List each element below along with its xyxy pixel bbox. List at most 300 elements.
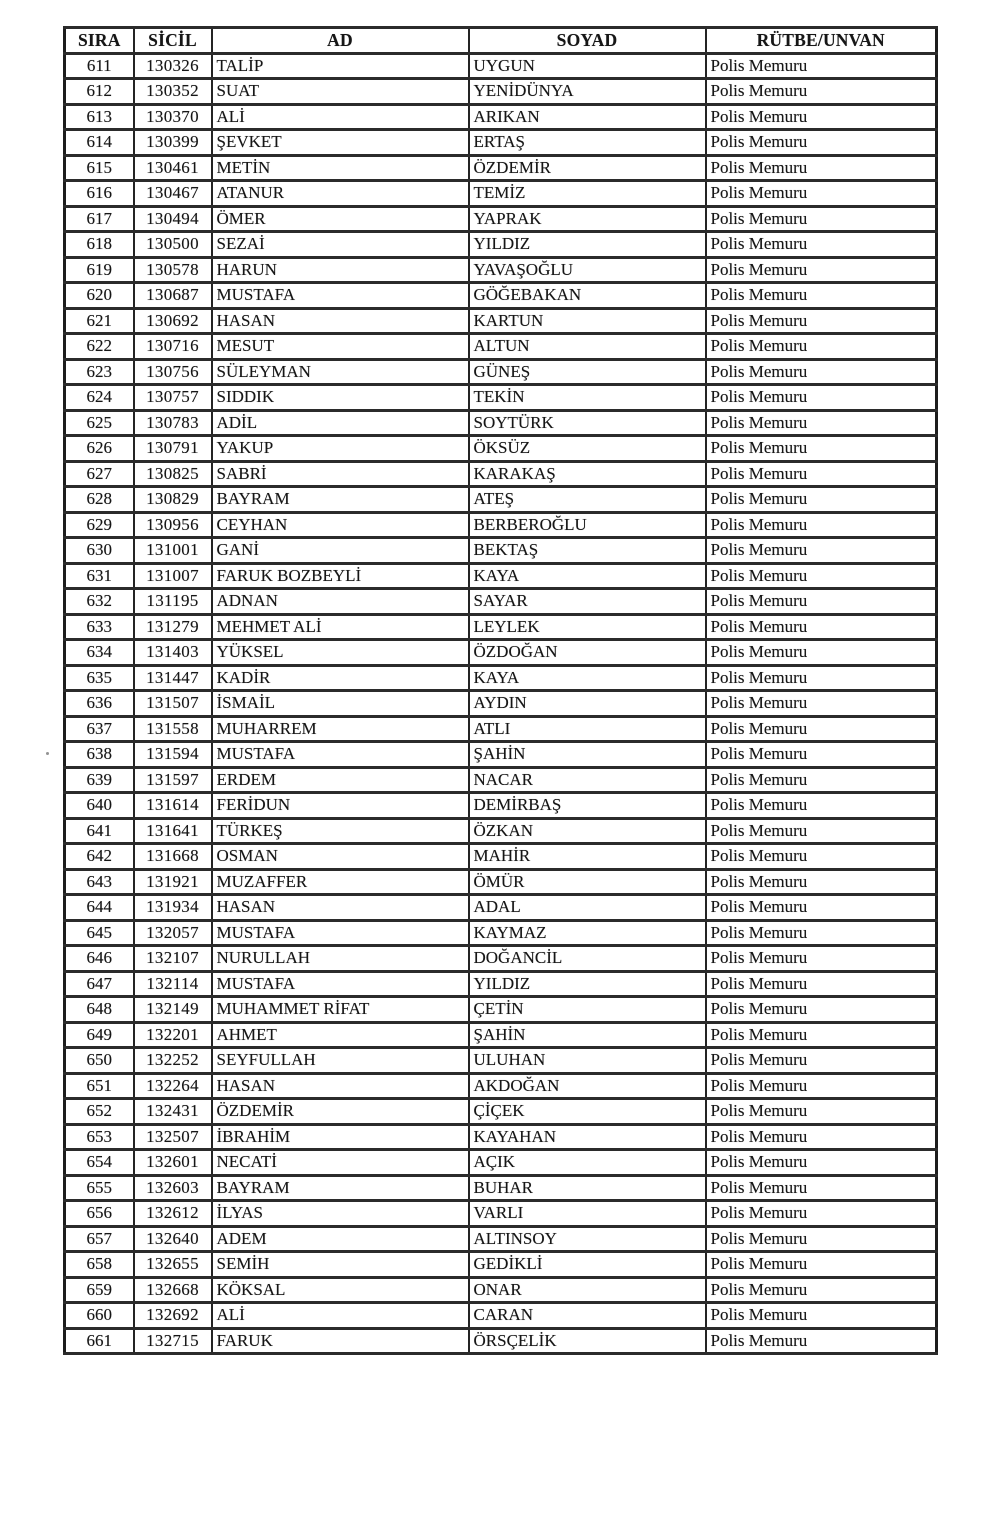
cell-ad: ADNAN xyxy=(212,589,469,615)
cell-soyad: SOYTÜRK xyxy=(469,410,706,436)
table-body xyxy=(65,53,937,1354)
cell-sicil: 131007 xyxy=(134,563,212,589)
cell-sira: 655 xyxy=(65,1175,134,1201)
cell-sicil: 130756 xyxy=(134,359,212,385)
cell-sicil: 130687 xyxy=(134,283,212,309)
cell-soyad: NACAR xyxy=(469,767,706,793)
cell-ad: CEYHAN xyxy=(212,512,469,538)
cell-ad: İSMAİL xyxy=(212,691,469,717)
cell-sicil: 130791 xyxy=(134,436,212,462)
cell-rutbe: Polis Memuru xyxy=(706,563,937,589)
table-row xyxy=(65,104,937,130)
cell-rutbe: Polis Memuru xyxy=(706,869,937,895)
cell-sira: 628 xyxy=(65,487,134,513)
cell-sira: 617 xyxy=(65,206,134,232)
table-row xyxy=(65,640,937,666)
cell-ad: GANİ xyxy=(212,538,469,564)
cell-ad: YÜKSEL xyxy=(212,640,469,666)
cell-rutbe: Polis Memuru xyxy=(706,436,937,462)
cell-soyad: BEKTAŞ xyxy=(469,538,706,564)
cell-rutbe: Polis Memuru xyxy=(706,716,937,742)
cell-sicil: 131447 xyxy=(134,665,212,691)
cell-sicil: 132692 xyxy=(134,1303,212,1329)
cell-sicil: 131195 xyxy=(134,589,212,615)
cell-rutbe: Polis Memuru xyxy=(706,232,937,258)
table-row xyxy=(65,410,937,436)
cell-soyad: DOĞANCİL xyxy=(469,946,706,972)
table-row xyxy=(65,1150,937,1176)
cell-ad: MESUT xyxy=(212,334,469,360)
cell-ad: SABRİ xyxy=(212,461,469,487)
cell-soyad: YILDIZ xyxy=(469,232,706,258)
cell-ad: FARUK xyxy=(212,1328,469,1354)
cell-ad: İBRAHİM xyxy=(212,1124,469,1150)
table-row xyxy=(65,130,937,156)
table-row xyxy=(65,1175,937,1201)
cell-rutbe: Polis Memuru xyxy=(706,1048,937,1074)
cell-soyad: GEDİKLİ xyxy=(469,1252,706,1278)
cell-sira: 630 xyxy=(65,538,134,564)
cell-soyad: KAYA xyxy=(469,665,706,691)
cell-ad: ÖZDEMİR xyxy=(212,1099,469,1125)
cell-soyad: KAYMAZ xyxy=(469,920,706,946)
cell-rutbe: Polis Memuru xyxy=(706,1328,937,1354)
cell-soyad: ULUHAN xyxy=(469,1048,706,1074)
cell-ad: MUZAFFER xyxy=(212,869,469,895)
cell-rutbe: Polis Memuru xyxy=(706,1099,937,1125)
cell-sira: 623 xyxy=(65,359,134,385)
table-row xyxy=(65,1252,937,1278)
cell-sicil: 130370 xyxy=(134,104,212,130)
table-row xyxy=(65,1201,937,1227)
column-header-ad: AD xyxy=(212,28,469,54)
cell-soyad: ÖZDEMİR xyxy=(469,155,706,181)
table-row xyxy=(65,971,937,997)
cell-sira: 618 xyxy=(65,232,134,258)
cell-rutbe: Polis Memuru xyxy=(706,1226,937,1252)
cell-rutbe: Polis Memuru xyxy=(706,1303,937,1329)
cell-ad: HASAN xyxy=(212,1073,469,1099)
cell-sicil: 131921 xyxy=(134,869,212,895)
cell-sira: 611 xyxy=(65,53,134,79)
cell-soyad: SAYAR xyxy=(469,589,706,615)
cell-ad: ALİ xyxy=(212,1303,469,1329)
table-row xyxy=(65,257,937,283)
cell-sira: 642 xyxy=(65,844,134,870)
cell-soyad: YILDIZ xyxy=(469,971,706,997)
cell-ad: KÖKSAL xyxy=(212,1277,469,1303)
cell-soyad: KARAKAŞ xyxy=(469,461,706,487)
cell-sicil: 131279 xyxy=(134,614,212,640)
cell-sira: 647 xyxy=(65,971,134,997)
cell-soyad: AKDOĞAN xyxy=(469,1073,706,1099)
personnel-table xyxy=(63,26,938,1355)
cell-ad: ÖMER xyxy=(212,206,469,232)
cell-sira: 660 xyxy=(65,1303,134,1329)
cell-sicil: 130352 xyxy=(134,79,212,105)
table-row xyxy=(65,334,937,360)
table-row xyxy=(65,793,937,819)
cell-ad: MEHMET ALİ xyxy=(212,614,469,640)
cell-soyad: YAVAŞOĞLU xyxy=(469,257,706,283)
cell-rutbe: Polis Memuru xyxy=(706,104,937,130)
table-row xyxy=(65,844,937,870)
table-row xyxy=(65,869,937,895)
cell-soyad: MAHİR xyxy=(469,844,706,870)
cell-sicil: 130692 xyxy=(134,308,212,334)
cell-sicil: 130829 xyxy=(134,487,212,513)
cell-sira: 619 xyxy=(65,257,134,283)
cell-ad: ALİ xyxy=(212,104,469,130)
column-header-soyad: SOYAD xyxy=(469,28,706,54)
cell-ad: HASAN xyxy=(212,895,469,921)
cell-soyad: TEMİZ xyxy=(469,181,706,207)
cell-ad: MUHAMMET RİFAT xyxy=(212,997,469,1023)
cell-sicil: 130578 xyxy=(134,257,212,283)
table-row xyxy=(65,155,937,181)
table-header xyxy=(65,28,937,54)
table-row xyxy=(65,1124,937,1150)
cell-soyad: ERTAŞ xyxy=(469,130,706,156)
cell-rutbe: Polis Memuru xyxy=(706,155,937,181)
cell-ad: İLYAS xyxy=(212,1201,469,1227)
cell-rutbe: Polis Memuru xyxy=(706,971,937,997)
cell-ad: MUSTAFA xyxy=(212,971,469,997)
table-row xyxy=(65,742,937,768)
cell-rutbe: Polis Memuru xyxy=(706,1150,937,1176)
cell-sicil: 131001 xyxy=(134,538,212,564)
cell-sira: 653 xyxy=(65,1124,134,1150)
cell-rutbe: Polis Memuru xyxy=(706,53,937,79)
cell-soyad: KARTUN xyxy=(469,308,706,334)
cell-ad: FERİDUN xyxy=(212,793,469,819)
cell-sicil: 130783 xyxy=(134,410,212,436)
cell-sicil: 132057 xyxy=(134,920,212,946)
cell-rutbe: Polis Memuru xyxy=(706,1124,937,1150)
cell-sicil: 131594 xyxy=(134,742,212,768)
table-row xyxy=(65,920,937,946)
cell-rutbe: Polis Memuru xyxy=(706,920,937,946)
cell-soyad: YENİDÜNYA xyxy=(469,79,706,105)
cell-sira: 650 xyxy=(65,1048,134,1074)
cell-ad: BAYRAM xyxy=(212,1175,469,1201)
table-row xyxy=(65,1328,937,1354)
cell-soyad: UYGUN xyxy=(469,53,706,79)
cell-sira: 636 xyxy=(65,691,134,717)
cell-sicil: 132252 xyxy=(134,1048,212,1074)
cell-rutbe: Polis Memuru xyxy=(706,589,937,615)
cell-sicil: 130956 xyxy=(134,512,212,538)
cell-rutbe: Polis Memuru xyxy=(706,665,937,691)
cell-ad: AHMET xyxy=(212,1022,469,1048)
cell-rutbe: Polis Memuru xyxy=(706,538,937,564)
cell-sicil: 131597 xyxy=(134,767,212,793)
cell-ad: ŞEVKET xyxy=(212,130,469,156)
table-row xyxy=(65,691,937,717)
cell-ad: MUSTAFA xyxy=(212,283,469,309)
cell-rutbe: Polis Memuru xyxy=(706,206,937,232)
cell-soyad: TEKİN xyxy=(469,385,706,411)
cell-sira: 637 xyxy=(65,716,134,742)
cell-ad: FARUK BOZBEYLİ xyxy=(212,563,469,589)
table-row xyxy=(65,283,937,309)
table-row xyxy=(65,1022,937,1048)
cell-soyad: ATEŞ xyxy=(469,487,706,513)
cell-rutbe: Polis Memuru xyxy=(706,818,937,844)
cell-soyad: BUHAR xyxy=(469,1175,706,1201)
cell-sicil: 130494 xyxy=(134,206,212,232)
cell-rutbe: Polis Memuru xyxy=(706,130,937,156)
cell-ad: TÜRKEŞ xyxy=(212,818,469,844)
cell-soyad: ÇETİN xyxy=(469,997,706,1023)
cell-rutbe: Polis Memuru xyxy=(706,844,937,870)
cell-sicil: 130461 xyxy=(134,155,212,181)
cell-sira: 631 xyxy=(65,563,134,589)
cell-sicil: 132603 xyxy=(134,1175,212,1201)
cell-sira: 620 xyxy=(65,283,134,309)
cell-soyad: AÇIK xyxy=(469,1150,706,1176)
cell-sira: 645 xyxy=(65,920,134,946)
cell-sicil: 132640 xyxy=(134,1226,212,1252)
table-row xyxy=(65,1048,937,1074)
cell-sicil: 132655 xyxy=(134,1252,212,1278)
cell-sicil: 132507 xyxy=(134,1124,212,1150)
cell-ad: ATANUR xyxy=(212,181,469,207)
cell-rutbe: Polis Memuru xyxy=(706,1175,937,1201)
table-row xyxy=(65,206,937,232)
cell-sicil: 132601 xyxy=(134,1150,212,1176)
cell-sicil: 131558 xyxy=(134,716,212,742)
cell-sira: 651 xyxy=(65,1073,134,1099)
cell-sicil: 131614 xyxy=(134,793,212,819)
table-row xyxy=(65,665,937,691)
table-row xyxy=(65,308,937,334)
cell-sira: 639 xyxy=(65,767,134,793)
cell-rutbe: Polis Memuru xyxy=(706,385,937,411)
cell-rutbe: Polis Memuru xyxy=(706,1201,937,1227)
cell-sicil: 130825 xyxy=(134,461,212,487)
cell-sira: 646 xyxy=(65,946,134,972)
cell-sira: 627 xyxy=(65,461,134,487)
cell-ad: OSMAN xyxy=(212,844,469,870)
cell-rutbe: Polis Memuru xyxy=(706,181,937,207)
table-row xyxy=(65,614,937,640)
table-row xyxy=(65,79,937,105)
cell-sicil: 131668 xyxy=(134,844,212,870)
table-row xyxy=(65,487,937,513)
table-row xyxy=(65,818,937,844)
table-row xyxy=(65,538,937,564)
cell-rutbe: Polis Memuru xyxy=(706,359,937,385)
cell-sira: 640 xyxy=(65,793,134,819)
table-row xyxy=(65,563,937,589)
table-row xyxy=(65,461,937,487)
cell-ad: MUSTAFA xyxy=(212,742,469,768)
cell-ad: MUSTAFA xyxy=(212,920,469,946)
cell-ad: HASAN xyxy=(212,308,469,334)
cell-soyad: ÖZDOĞAN xyxy=(469,640,706,666)
cell-sicil: 132431 xyxy=(134,1099,212,1125)
cell-ad: SEZAİ xyxy=(212,232,469,258)
cell-soyad: ALTINSOY xyxy=(469,1226,706,1252)
cell-soyad: ÇİÇEK xyxy=(469,1099,706,1125)
cell-soyad: KAYA xyxy=(469,563,706,589)
cell-sira: 629 xyxy=(65,512,134,538)
cell-sicil: 130326 xyxy=(134,53,212,79)
cell-soyad: ONAR xyxy=(469,1277,706,1303)
cell-rutbe: Polis Memuru xyxy=(706,79,937,105)
cell-sira: 649 xyxy=(65,1022,134,1048)
cell-rutbe: Polis Memuru xyxy=(706,461,937,487)
cell-sira: 621 xyxy=(65,308,134,334)
cell-soyad: ATLI xyxy=(469,716,706,742)
table-row xyxy=(65,946,937,972)
cell-rutbe: Polis Memuru xyxy=(706,410,937,436)
table-row xyxy=(65,1277,937,1303)
cell-rutbe: Polis Memuru xyxy=(706,614,937,640)
table-row xyxy=(65,436,937,462)
table-row xyxy=(65,589,937,615)
cell-sicil: 132264 xyxy=(134,1073,212,1099)
cell-sira: 658 xyxy=(65,1252,134,1278)
cell-rutbe: Polis Memuru xyxy=(706,512,937,538)
cell-ad: HARUN xyxy=(212,257,469,283)
cell-ad: SÜLEYMAN xyxy=(212,359,469,385)
cell-soyad: ŞAHİN xyxy=(469,1022,706,1048)
cell-rutbe: Polis Memuru xyxy=(706,946,937,972)
cell-ad: MUHARREM xyxy=(212,716,469,742)
cell-sicil: 130716 xyxy=(134,334,212,360)
cell-rutbe: Polis Memuru xyxy=(706,691,937,717)
cell-sira: 612 xyxy=(65,79,134,105)
cell-rutbe: Polis Memuru xyxy=(706,487,937,513)
cell-rutbe: Polis Memuru xyxy=(706,742,937,768)
cell-ad: TALİP xyxy=(212,53,469,79)
cell-ad: SUAT xyxy=(212,79,469,105)
cell-sicil: 130757 xyxy=(134,385,212,411)
cell-sicil: 132107 xyxy=(134,946,212,972)
cell-sicil: 131641 xyxy=(134,818,212,844)
cell-sira: 638 xyxy=(65,742,134,768)
cell-sira: 632 xyxy=(65,589,134,615)
cell-sicil: 130399 xyxy=(134,130,212,156)
cell-sira: 624 xyxy=(65,385,134,411)
table-row xyxy=(65,1073,937,1099)
cell-soyad: ALTUN xyxy=(469,334,706,360)
cell-ad: METİN xyxy=(212,155,469,181)
table-row xyxy=(65,716,937,742)
cell-ad: SIDDIK xyxy=(212,385,469,411)
cell-rutbe: Polis Memuru xyxy=(706,257,937,283)
cell-sicil: 132114 xyxy=(134,971,212,997)
cell-sicil: 132149 xyxy=(134,997,212,1023)
cell-sicil: 132201 xyxy=(134,1022,212,1048)
cell-ad: SEYFULLAH xyxy=(212,1048,469,1074)
table-row xyxy=(65,1303,937,1329)
cell-sira: 652 xyxy=(65,1099,134,1125)
table-row xyxy=(65,767,937,793)
cell-soyad: VARLI xyxy=(469,1201,706,1227)
cell-sira: 633 xyxy=(65,614,134,640)
cell-sicil: 132612 xyxy=(134,1201,212,1227)
cell-sira: 654 xyxy=(65,1150,134,1176)
cell-sira: 615 xyxy=(65,155,134,181)
cell-sira: 648 xyxy=(65,997,134,1023)
cell-sira: 622 xyxy=(65,334,134,360)
cell-sicil: 132715 xyxy=(134,1328,212,1354)
column-header-sira: SIRA xyxy=(65,28,134,54)
cell-sicil: 131507 xyxy=(134,691,212,717)
cell-sira: 626 xyxy=(65,436,134,462)
cell-rutbe: Polis Memuru xyxy=(706,334,937,360)
cell-soyad: BERBEROĞLU xyxy=(469,512,706,538)
cell-sira: 634 xyxy=(65,640,134,666)
cell-sira: 644 xyxy=(65,895,134,921)
scan-noise-speck xyxy=(46,752,49,755)
cell-ad: KADİR xyxy=(212,665,469,691)
cell-ad: BAYRAM xyxy=(212,487,469,513)
cell-sicil: 132668 xyxy=(134,1277,212,1303)
cell-soyad: KAYAHAN xyxy=(469,1124,706,1150)
cell-ad: NURULLAH xyxy=(212,946,469,972)
cell-sicil: 130500 xyxy=(134,232,212,258)
table-row xyxy=(65,359,937,385)
cell-ad: SEMİH xyxy=(212,1252,469,1278)
cell-rutbe: Polis Memuru xyxy=(706,767,937,793)
cell-ad: ADEM xyxy=(212,1226,469,1252)
table-row xyxy=(65,512,937,538)
header-row xyxy=(65,28,937,54)
cell-rutbe: Polis Memuru xyxy=(706,308,937,334)
cell-rutbe: Polis Memuru xyxy=(706,1252,937,1278)
table-row xyxy=(65,895,937,921)
table-row xyxy=(65,181,937,207)
cell-sira: 661 xyxy=(65,1328,134,1354)
cell-sira: 613 xyxy=(65,104,134,130)
cell-soyad: ÖMÜR xyxy=(469,869,706,895)
cell-sira: 625 xyxy=(65,410,134,436)
cell-soyad: YAPRAK xyxy=(469,206,706,232)
table-row xyxy=(65,385,937,411)
cell-rutbe: Polis Memuru xyxy=(706,1073,937,1099)
cell-soyad: ÖKSÜZ xyxy=(469,436,706,462)
cell-rutbe: Polis Memuru xyxy=(706,997,937,1023)
column-header-sicil: SİCİL xyxy=(134,28,212,54)
cell-sicil: 131934 xyxy=(134,895,212,921)
cell-sira: 643 xyxy=(65,869,134,895)
cell-soyad: DEMİRBAŞ xyxy=(469,793,706,819)
table-row xyxy=(65,53,937,79)
cell-rutbe: Polis Memuru xyxy=(706,640,937,666)
cell-soyad: CARAN xyxy=(469,1303,706,1329)
cell-sira: 641 xyxy=(65,818,134,844)
table-row xyxy=(65,1099,937,1125)
cell-soyad: GÖĞEBAKAN xyxy=(469,283,706,309)
cell-soyad: GÜNEŞ xyxy=(469,359,706,385)
cell-rutbe: Polis Memuru xyxy=(706,1022,937,1048)
cell-soyad: ARIKAN xyxy=(469,104,706,130)
cell-rutbe: Polis Memuru xyxy=(706,1277,937,1303)
cell-soyad: LEYLEK xyxy=(469,614,706,640)
cell-sira: 614 xyxy=(65,130,134,156)
cell-soyad: ADAL xyxy=(469,895,706,921)
cell-soyad: ÖRSÇELİK xyxy=(469,1328,706,1354)
cell-ad: NECATİ xyxy=(212,1150,469,1176)
cell-rutbe: Polis Memuru xyxy=(706,793,937,819)
cell-sira: 656 xyxy=(65,1201,134,1227)
table-row xyxy=(65,232,937,258)
cell-sira: 657 xyxy=(65,1226,134,1252)
